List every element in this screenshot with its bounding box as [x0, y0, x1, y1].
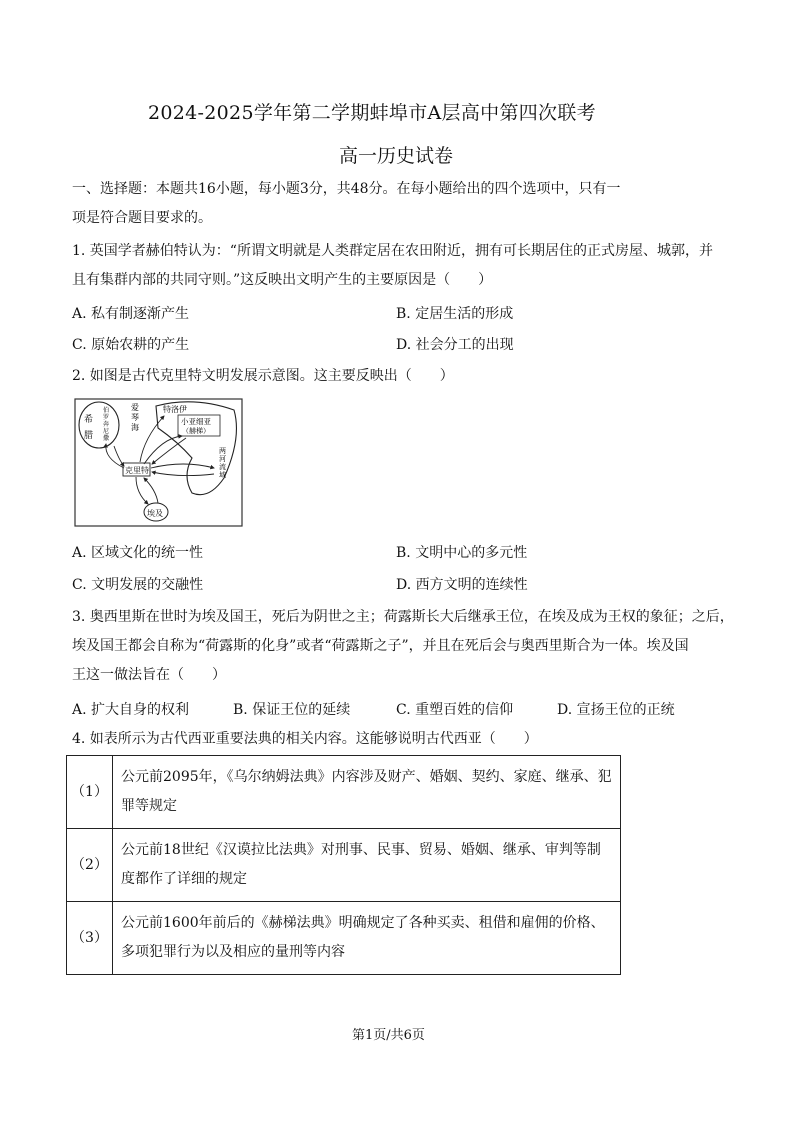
- q3-option-c[interactable]: C. 重塑百姓的信仰: [396, 702, 514, 718]
- q1-option-a[interactable]: A. 私有制逐渐产生: [72, 306, 190, 322]
- q4-stem: 4. 如表所示为古代西亚重要法典的相关内容。这能够说明古代西亚（ ）: [72, 731, 538, 747]
- meso-2: 河: [219, 455, 226, 463]
- q3-stem-line-1: 3. 奥西里斯在世时为埃及国王，死后为阴世之主；荷露斯长大后继承王位，在埃及成为王权的象征；之后，: [72, 609, 734, 625]
- row-description: 公元前18世纪《汉谟拉比法典》对刑事、民事、贸易、婚姻、继承、审判等制度都作了详细的规定: [113, 829, 621, 902]
- aegean-1: 爱: [131, 403, 139, 412]
- q2-option-d[interactable]: D. 西方文明的连续性: [396, 577, 528, 593]
- q1-option-c[interactable]: C. 原始农耕的产生: [72, 337, 190, 353]
- q1-option-b[interactable]: B. 定居生活的形成: [396, 306, 514, 322]
- q2-stem: 2. 如图是古代克里特文明发展示意图。这主要反映出（ ）: [72, 368, 454, 384]
- q2-option-a[interactable]: A. 区域文化的统一性: [72, 545, 204, 561]
- section-line-1: 一、选择题：本题共16小题，每小题3分，共48分。在每小题给出的四个选项中，只有一: [72, 181, 621, 197]
- greece-label-1: 希: [84, 415, 94, 425]
- crete-civilization-diagram: [74, 398, 244, 528]
- q1-option-d[interactable]: D. 社会分工的出现: [396, 337, 514, 353]
- q3-option-a[interactable]: A. 扩大自身的权利: [72, 702, 190, 718]
- q2-option-c[interactable]: C. 文明发展的交融性: [72, 577, 204, 593]
- pelop-2: 罗: [103, 414, 110, 421]
- meso-3: 流: [219, 463, 226, 471]
- row-number: （3）: [67, 902, 113, 975]
- table-row: [67, 902, 621, 975]
- aegean-2: 琴: [131, 413, 139, 422]
- row-number: （2）: [67, 829, 113, 902]
- q3-stem-line-3: 王这一做法旨在（ ）: [72, 667, 226, 683]
- q1-stem-line-2: 且有集群内部的共同守则。”这反映出文明产生的主要原因是（ ）: [72, 272, 493, 288]
- table-row: [67, 829, 621, 902]
- row-description: 公元前1600年前后的《赫梯法典》明确规定了各种买卖、租借和雇佣的价格、多项犯罪行为以及相应的量刑等内容: [113, 902, 621, 975]
- pelop-1: 伯: [103, 407, 110, 414]
- row-description: 公元前2095年，《乌尔纳姆法典》内容涉及财产、婚姻、契约、家庭、继承、犯罪等规定: [113, 756, 621, 829]
- pelop-4: 尼: [103, 428, 110, 435]
- q2-option-b[interactable]: B. 文明中心的多元性: [396, 545, 528, 561]
- exam-title: 2024-2025学年第二学期蚌埠市A层高中第四次联考: [148, 102, 596, 124]
- pelop-3: 奔: [103, 421, 110, 428]
- greece-label-2: 腊: [84, 431, 94, 441]
- page-footer: 第1页/共6页: [352, 1028, 425, 1043]
- q3-option-d[interactable]: D. 宣扬王位的正统: [557, 702, 675, 718]
- egypt-label: 埃及: [147, 509, 163, 518]
- q1-stem-line-1: 1. 英国学者赫伯特认为：“所谓文明就是人类群定居在农田附近，拥有可长期居住的正式房屋、城郭，并: [72, 243, 713, 259]
- crete-label: 克里特: [125, 466, 149, 475]
- pelop-5: 撒: [103, 435, 110, 442]
- law-table: [66, 755, 621, 975]
- exam-subtitle: 高一历史试卷: [339, 145, 454, 167]
- meso-4: 域: [219, 471, 226, 479]
- table-row: [67, 756, 621, 829]
- troy-label: 特洛伊: [163, 405, 187, 414]
- aegean-3: 海: [131, 423, 139, 432]
- q3-stem-line-2: 埃及国王都会自称为“荷露斯的化身”或者“荷露斯之子”，并且在死后会与奥西里斯合为一体。埃及国: [72, 638, 689, 654]
- q3-option-b[interactable]: B. 保证王位的延续: [233, 702, 351, 718]
- section-line-2: 项是符合题目要求的。: [72, 210, 212, 226]
- row-number: （1）: [67, 756, 113, 829]
- asia-minor-label: 小亚细亚: [181, 417, 211, 426]
- hittite-label: （赫梯）: [182, 427, 210, 435]
- meso-1: 两: [219, 447, 226, 455]
